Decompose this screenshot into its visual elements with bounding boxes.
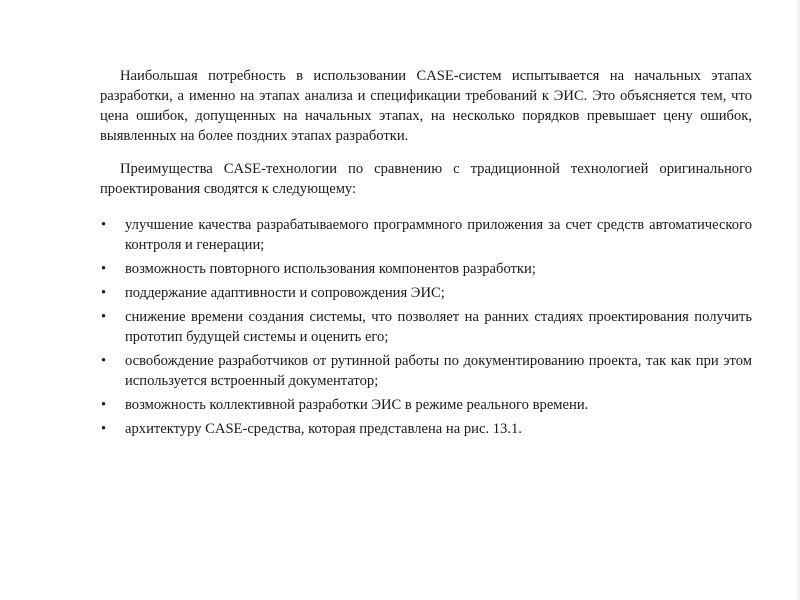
document-body	[100, 66, 752, 443]
list-item-text: поддержание адаптивности и сопровождения ЭИС;	[125, 285, 445, 301]
list-item-text: возможность повторного использования компонентов разработки;	[125, 261, 536, 277]
bullet-icon: •	[101, 217, 107, 233]
list-item-text: улучшение качества разрабатываемого программного приложения за счет средств автоматического контроля и генерации;	[125, 217, 752, 253]
list-item	[100, 307, 752, 347]
list-item-text: освобождение разработчиков от рутинной работы по документированию проекта, так как при этом используется встроенный документатор;	[125, 353, 752, 389]
bullet-icon: •	[101, 285, 107, 301]
bullet-icon: •	[101, 421, 107, 437]
list-item-text: возможность коллективной разработки ЭИС в режиме реального времени.	[125, 397, 589, 413]
list-item	[100, 351, 752, 391]
list-item	[100, 419, 752, 439]
list-item	[100, 215, 752, 255]
bullet-icon: •	[101, 309, 107, 325]
bullet-icon: •	[101, 353, 107, 369]
advantages-list	[100, 215, 752, 439]
paragraph-intro: Наибольшая потребность в использовании CASE-систем испытывается на начальных этапах разработки, а именно на этапах анализа и спецификации требований к ЭИС. Это объясняется тем, что цена ошибок, допущенных на начальных этапах, на несколько порядков превышает цену ошибок, выявленных на более поздних этапах разработки.	[100, 68, 752, 144]
bullet-icon: •	[101, 261, 107, 277]
list-item-text: архитектуру CASE-средства, которая представлена на рис. 13.1.	[125, 421, 522, 437]
bullet-icon: •	[101, 397, 107, 413]
paragraph-advantages-lead: Преимущества CASE-технологии по сравнению с традиционной технологией оригинального проектирования сводятся к следующему:	[100, 161, 752, 197]
list-item	[100, 395, 752, 415]
list-item	[100, 259, 752, 279]
list-item	[100, 283, 752, 303]
list-item-text: снижение времени создания системы, что позволяет на ранних стадиях проектирования получить прототип будущей системы и оценить его;	[125, 309, 752, 345]
